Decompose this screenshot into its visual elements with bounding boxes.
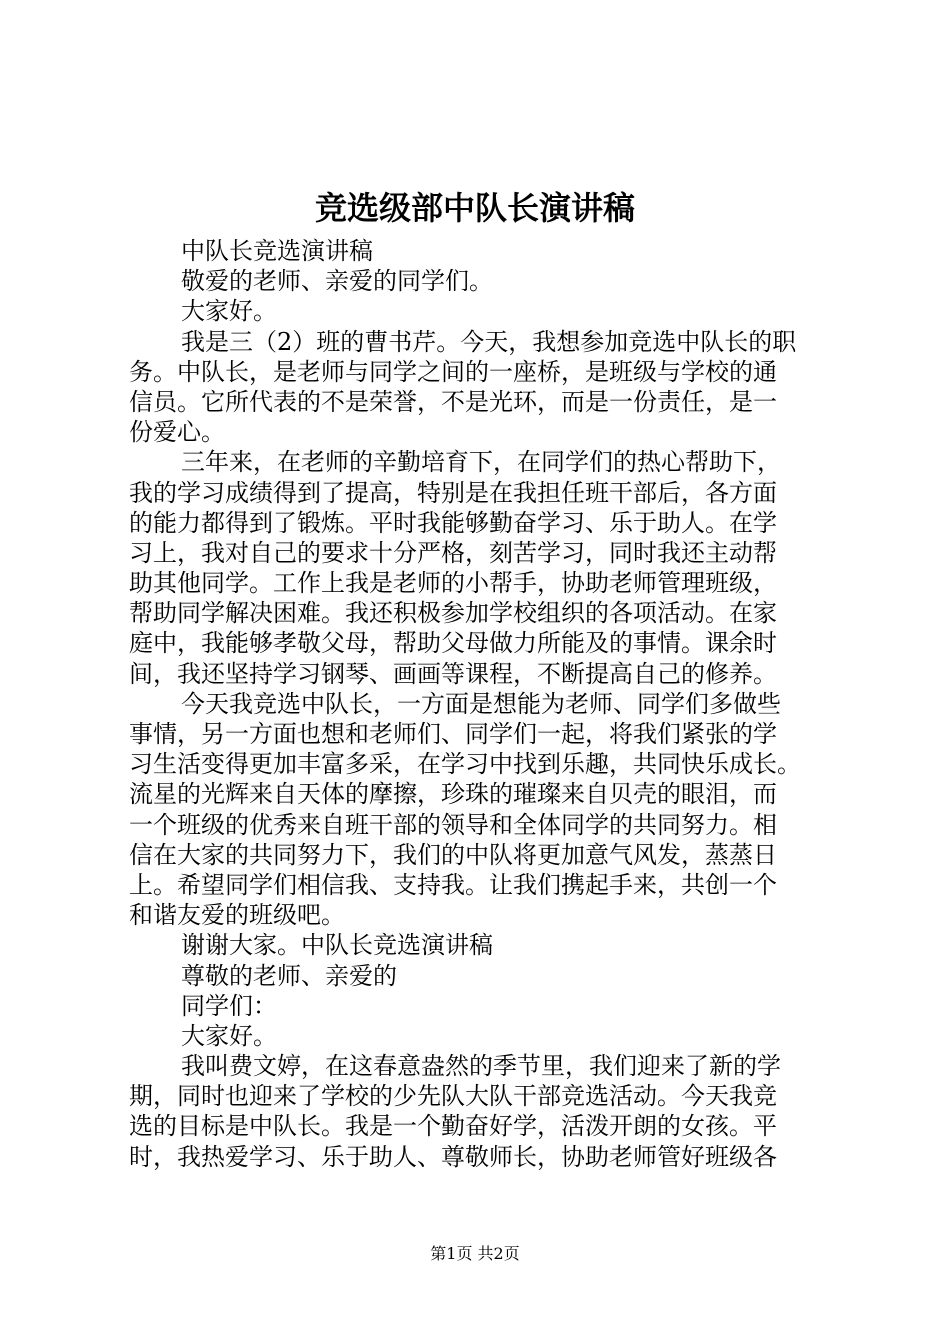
body-line: 信员。它所代表的不是荣誉，不是光环，而是一份责任，是一 xyxy=(129,387,777,416)
page-footer: 第1页 共2页 xyxy=(430,1244,520,1263)
body-line: 流星的光辉来自天体的摩擦，珍珠的璀璨来自贝壳的眼泪，而 xyxy=(129,780,777,809)
body-line: 的能力都得到了锻炼。平时我能够勤奋学习、乐于助人。在学 xyxy=(129,508,777,537)
body-line: 间，我还坚持学习钢琴、画画等课程，不断提高自己的修养。 xyxy=(129,659,777,688)
document-body xyxy=(129,236,829,1172)
body-line: 上。希望同学们相信我、支持我。让我们携起手来，共创一个 xyxy=(129,870,777,899)
body-line: 习生活变得更加丰富多采，在学习中找到乐趣，共同快乐成长。 xyxy=(129,750,801,779)
body-line: 大家好。 xyxy=(181,297,277,326)
body-line: 习上，我对自己的要求十分严格，刻苦学习，同时我还主动帮 xyxy=(129,538,777,567)
body-line: 尊敬的老师、亲爱的 xyxy=(181,961,397,990)
body-line: 期，同时也迎来了学校的少先队大队干部竞选活动。今天我竞 xyxy=(129,1082,777,1111)
body-line: 信在大家的共同努力下，我们的中队将更加意气风发，蒸蒸日 xyxy=(129,840,777,869)
body-line: 务。中队长，是老师与同学之间的一座桥，是班级与学校的通 xyxy=(129,357,777,386)
body-line: 今天我竞选中队长，一方面是想能为老师、同学们多做些 xyxy=(181,689,781,718)
body-line: 份爱心。 xyxy=(129,418,225,447)
body-line: 一个班级的优秀来自班干部的领导和全体同学的共同努力。相 xyxy=(129,810,777,839)
body-line: 事情，另一方面也想和老师们、同学们一起，将我们紧张的学 xyxy=(129,720,777,748)
body-line: 敬爱的老师、亲爱的同学们。 xyxy=(181,267,493,296)
body-line: 我是三（2）班的曹书芹。今天，我想参加竞选中队长的职 xyxy=(181,327,797,356)
body-line: 选的目标是中队长。我是一个勤奋好学，活泼开朗的女孩。平 xyxy=(129,1112,777,1141)
body-line: 助其他同学。工作上我是老师的小帮手，协助老师管理班级， xyxy=(129,569,777,598)
body-line: 我的学习成绩得到了提高，特别是在我担任班干部后，各方面 xyxy=(129,478,777,507)
body-line: 庭中，我能够孝敬父母，帮助父母做力所能及的事情。课余时 xyxy=(129,629,777,658)
body-line: 我叫费文婷，在这春意盎然的季节里，我们迎来了新的学 xyxy=(181,1052,781,1081)
body-line: 三年来，在老师的辛勤培育下，在同学们的热心帮助下， xyxy=(181,448,781,477)
body-line: 同学们： xyxy=(181,991,277,1020)
body-line: 和谐友爱的班级吧。 xyxy=(129,901,345,930)
body-line: 谢谢大家。中队长竞选演讲稿 xyxy=(181,931,493,960)
body-line: 时，我热爱学习、乐于助人、尊敬师长，协助老师管好班级各 xyxy=(129,1142,777,1171)
body-line: 中队长竞选演讲稿 xyxy=(181,237,373,265)
body-line: 帮助同学解决困难。我还积极参加学校组织的各项活动。在家 xyxy=(129,599,777,628)
body-line: 大家好。 xyxy=(181,1021,277,1050)
document-title: 竞选级部中队长演讲稿 xyxy=(314,189,635,227)
